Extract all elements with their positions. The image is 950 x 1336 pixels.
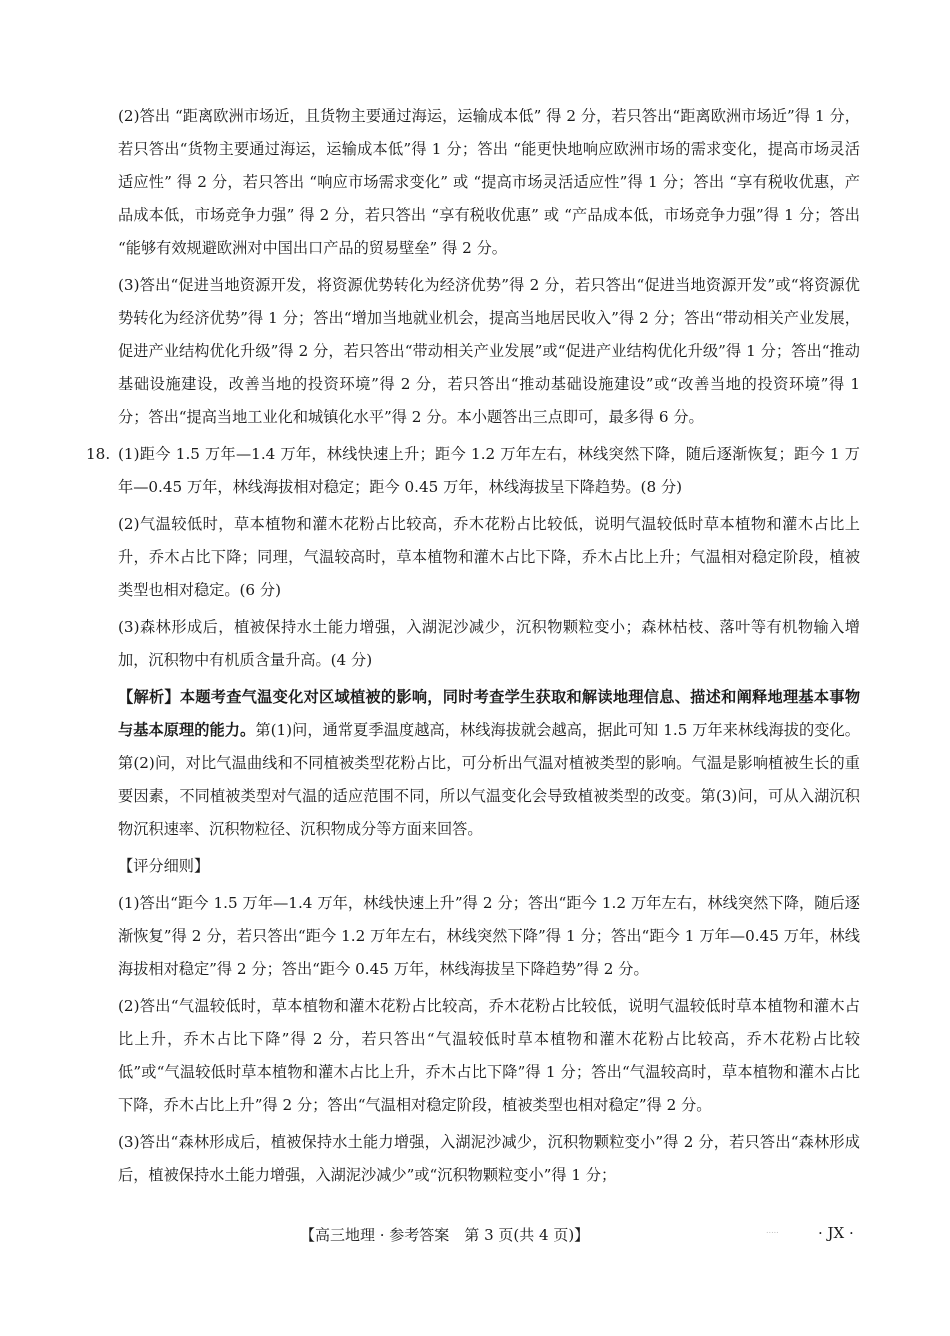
analysis-paragraph: [118, 681, 860, 846]
scoring-rules-heading: 【评分细则】: [118, 857, 210, 875]
answer-content: [86, 100, 860, 1196]
scoring-18-3: (3)答出“森林形成后，植被保持水土能力增强，入湖泥沙减少，沉积物颗粒变小”得 2 分，若只答出“森林形成后，植被保持水土能力增强，入湖泥沙减少”或“沉积物颗粒变小”得 1 分；: [118, 1133, 860, 1184]
answer-18-1: (1)距今 1.5 万年—1.4 万年，林线快速上升；距今 1.2 万年左右，林线突然下降，随后逐渐恢复；距今 1 万年—0.45 万年，林线海拔相对稳定；距今 0.45 万年，林线海拔呈下降趋势。(8 分): [118, 445, 860, 496]
scoring-18-2: (2)答出“气温较低时，草本植物和灌木花粉占比较高，乔木花粉占比较低，说明气温较低时草本植物和灌木占比上升，乔木占比下降”得 2 分，若只答出“气温较低时草本植物和灌木花粉占比较高，乔木花粉占比较低”或“气温较低时草本植物和灌木占比上升，乔木占比下降”得 1 分；答出“气温较高时，草本植物和灌木占比下降，乔木占比上升”得 2 分；答出“气温相对稳定阶段，植被类型也相对稳定”得 2 分。: [118, 997, 860, 1114]
scoring-18-1: (1)答出“距今 1.5 万年—1.4 万年，林线快速上升”得 2 分；答出“距今 1.2 万年左右，林线突然下降，随后逐渐恢复”得 2 分，若只答出“距今 1.2 万年左右，林线突然下降”得 1 分；答出“距今 1 万年—0.45 万年，林线海拔相对稳定”得 2 分；答出“距今 0.45 万年，林线海拔呈下降趋势”得 2 分。: [118, 894, 860, 978]
footer-region-code: · JX ·: [818, 1224, 854, 1242]
footer-dots: .....: [766, 1226, 779, 1235]
analysis-heading: 【解析】本题考查气温变化对区域植被的影响，同时考查学生获取和解读地理信息、描述和阐释地理基本事物与基本原理的能力。: [118, 688, 860, 739]
scoring-paragraph-17-2: (2)答出 “距离欧洲市场近，且货物主要通过海运，运输成本低” 得 2 分，若只答出“距离欧洲市场近”得 1 分，若只答出“货物主要通过海运，运输成本低”得 1 分；答出 “能更快地响应欧洲市场的需求变化，提高市场灵活适应性” 得 2 分，若只答出 “响应市场需求变化” 或 “提高市场灵活适应性”得 1 分；答出 “享有税收优惠，产品成本低，市场竞争力强” 得 2 分，若只答出 “享有税收优惠” 或 “产品成本低，市场竞争力强”得 1 分；答出 “能够有效规避欧洲对中国出口产品的贸易壁垒” 得 2 分。: [118, 107, 860, 257]
footer-title: 【高三地理 · 参考答案 第 3 页(共 4 页)】: [300, 1226, 590, 1244]
question-18: [86, 438, 860, 504]
answer-18-3: (3)森林形成后，植被保持水土能力增强，入湖泥沙减少，沉积物颗粒变小；森林枯枝、落叶等有机物输入增加，沉积物中有机质含量升高。(4 分): [118, 618, 860, 669]
scoring-paragraph-17-3: (3)答出“促进当地资源开发，将资源优势转化为经济优势”得 2 分，若只答出“促进当地资源开发”或“将资源优势转化为经济优势”得 1 分；答出“增加当地就业机会，提高当地居民收入”得 2 分；答出“带动相关产业发展，促进产业结构优化升级”得 2 分，若只答出“带动相关产业发展”或“促进产业结构优化升级”得 1 分；答出“推动基础设施建设，改善当地的投资环境”得 2 分，若只答出“推动基础设施建设”或“改善当地的投资环境”得 1 分；答出“提高当地工业化和城镇化水平”得 2 分。本小题答出三点即可，最多得 6 分。: [118, 276, 860, 426]
page-footer: [0, 1224, 950, 1252]
question-number: 18.: [86, 445, 111, 463]
analysis-body: 第(1)问，通常夏季温度越高，林线海拔就会越高，据此可知 1.5 万年来林线海拔的变化。第(2)问，对比气温曲线和不同植被类型花粉占比，可分析出气温对植被类型的影响。气温是影响植被生长的重要因素，不同植被类型对气温的适应范围不同，所以气温变化会导致植被类型的改变。第(3)问，可从入湖沉积物沉积速率、沉积物粒径、沉积物成分等方面来回答。: [118, 721, 860, 838]
answer-18-2: (2)气温较低时，草本植物和灌木花粉占比较高，乔木花粉占比较低，说明气温较低时草本植物和灌木占比上升，乔木占比下降；同理，气温较高时，草本植物和灌木占比下降，乔木占比上升；气温相对稳定阶段，植被类型也相对稳定。(6 分): [118, 515, 860, 599]
